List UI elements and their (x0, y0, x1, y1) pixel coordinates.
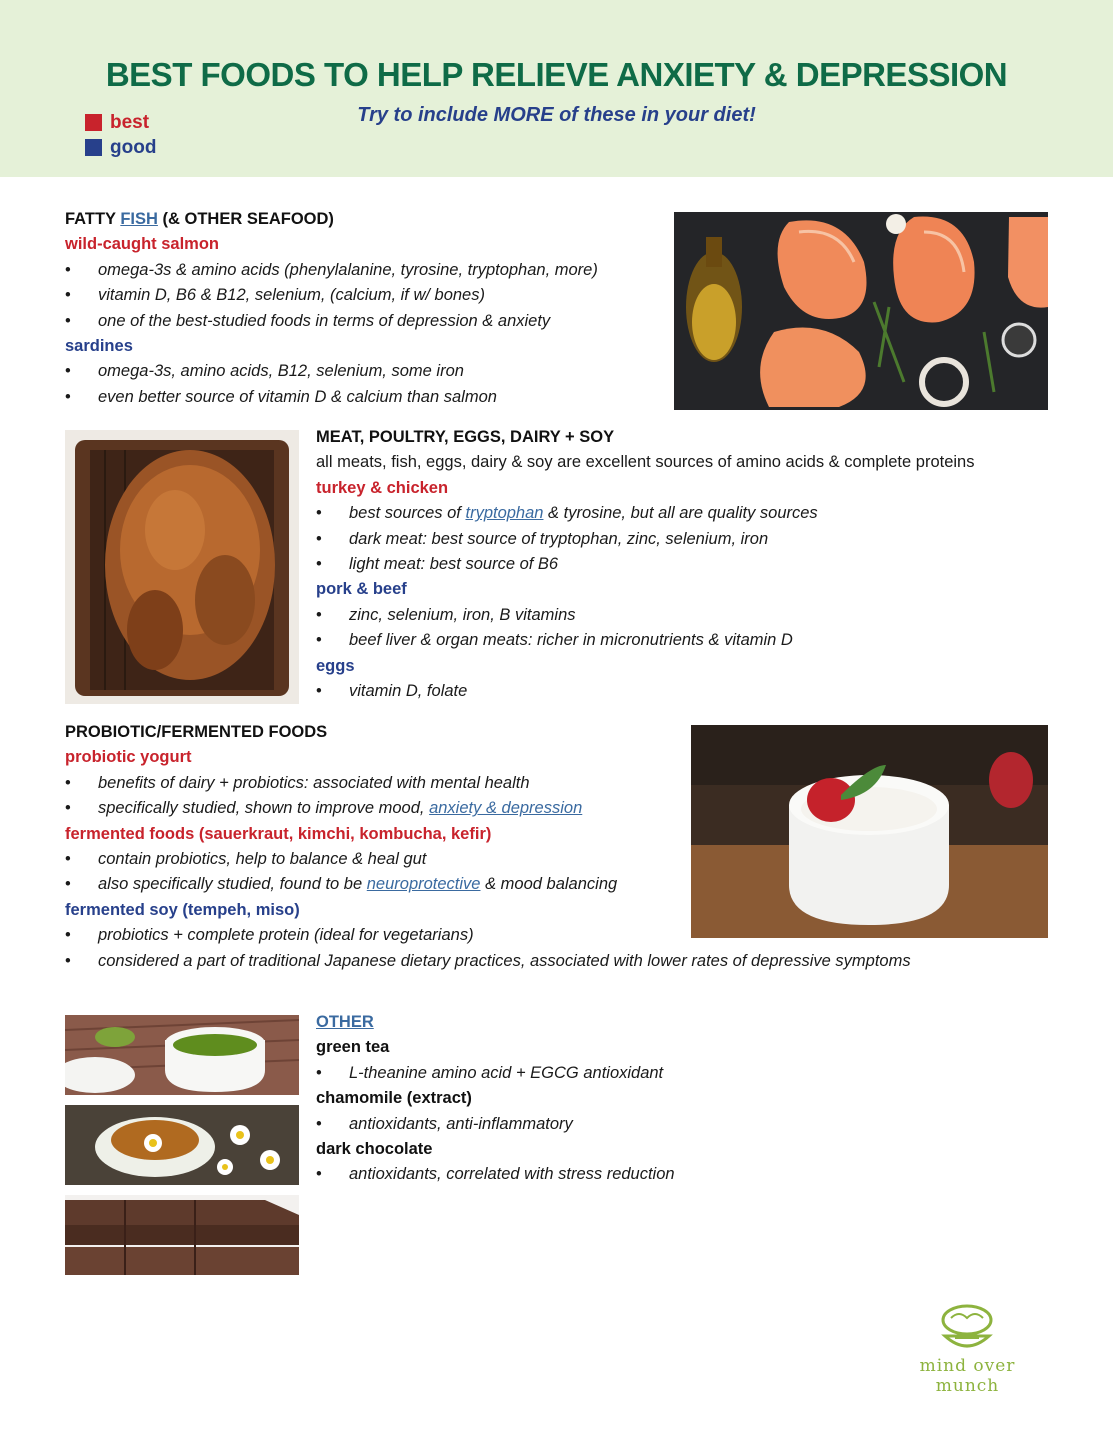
fish-section (65, 207, 675, 410)
bullet-text: best sources of (349, 504, 466, 523)
neuroprotective-link[interactable]: neuroprotective (366, 875, 481, 894)
bullet-text: even better source of vitamin D & calcium than salmon (98, 387, 497, 406)
header-banner (0, 0, 1113, 177)
green-tea-title: green tea (316, 1038, 390, 1057)
mind-over-munch-logo (885, 1300, 1050, 1396)
bullet-text: & mood balancing (480, 875, 618, 894)
other-link[interactable]: OTHER (316, 1013, 374, 1031)
list-item: • one of the best-studied foods in terms of depression & anxiety (65, 309, 675, 334)
legend-label-good: good (110, 136, 157, 158)
yogurt-photo (691, 725, 1048, 938)
page-subtitle: Try to include MORE of these in your diet! (357, 104, 756, 126)
list-item: • even better source of vitamin D & calcium than salmon (65, 385, 675, 410)
bullet-text: vitamin D, folate (349, 682, 468, 701)
list-item: • benefits of dairy + probiotics: associated with mental health (65, 771, 925, 796)
turkey-title: turkey & chicken (316, 478, 449, 497)
probiotic-heading: PROBIOTIC/FERMENTED FOODS (65, 723, 328, 741)
anxiety-depression-link[interactable]: anxiety & depression (429, 799, 583, 818)
salmon-title: wild-caught salmon (65, 235, 220, 254)
list-item: • vitamin D, B6 & B12, selenium, (calcium, if w/ bones) (65, 283, 675, 308)
bullet-text: light meat: best source of B6 (349, 555, 559, 574)
bullet-text: vitamin D, B6 & B12, selenium, (calcium, if w/ bones) (98, 286, 485, 305)
fish-heading-pre: FATTY (65, 210, 121, 228)
page-title: BEST FOODS TO HELP RELIEVE ANXIETY & DEPRESSION (105, 56, 1008, 93)
logo-text: mind over munch (919, 1356, 1016, 1396)
fermented-soy-title: fermented soy (tempeh, miso) (65, 900, 300, 919)
list-item: • omega-3s, amino acids, B12, selenium, some iron (65, 359, 675, 384)
list-item: • omega-3s & amino acids (phenylalanine, tyrosine, tryptophan, more) (65, 258, 675, 283)
legend-item-good (85, 135, 156, 160)
list-item: • also specifically studied, found to be neuroprotective & mood balancing (65, 875, 618, 894)
bullet-text: benefits of dairy + probiotics: associated with mental health (98, 773, 530, 792)
dark-chocolate-title: dark chocolate (316, 1140, 433, 1159)
legend-item-best (85, 110, 156, 135)
bullet-text: contain probiotics, help to balance & heal gut (98, 850, 427, 869)
sardines-title: sardines (65, 337, 133, 356)
bullet-text: probiotics + complete protein (ideal for vegetarians) (98, 926, 474, 945)
list-item: • best sources of tryptophan & tyrosine, but all are quality sources (316, 504, 818, 523)
chamomile-title: chamomile (extract) (316, 1089, 472, 1108)
bullet-text: L-theanine amino acid + EGCG antioxidant (349, 1063, 664, 1082)
bullet-text: omega-3s, amino acids, B12, selenium, some iron (98, 362, 464, 381)
salmon-photo (674, 212, 1048, 410)
other-section (316, 1010, 1016, 1188)
bullet-text: antioxidants, anti-inflammatory (349, 1114, 573, 1133)
meat-heading: MEAT, POULTRY, EGGS, DAIRY + SOY (316, 428, 615, 446)
yogurt-title: probiotic yogurt (65, 748, 192, 767)
roast-turkey-photo (65, 430, 299, 704)
list-item: • specifically studied, shown to improve mood, anxiety & depression (65, 799, 583, 818)
fermented-title: fermented foods (sauerkraut, kimchi, kombucha, kefir) (65, 824, 492, 843)
list-item: • light meat: best source of B6 (316, 552, 1056, 577)
list-item: • zinc, selenium, iron, B vitamins (316, 603, 1056, 628)
green-tea-photo (65, 1015, 299, 1095)
legend-label-best: best (110, 111, 150, 133)
fish-heading-post: (& OTHER SEAFOOD) (157, 210, 334, 228)
list-item: • vitamin D, folate (316, 679, 1056, 704)
bullet-text: omega-3s & amino acids (phenylalanine, tyrosine, tryptophan, more) (98, 260, 598, 279)
fish-link[interactable]: FISH (120, 210, 158, 228)
brain-icon (885, 1300, 1050, 1356)
pork-title: pork & beef (316, 580, 407, 599)
meat-intro: all meats, fish, eggs, dairy & soy are excellent sources of amino acids & complete proteins (316, 453, 975, 472)
bullet-text: also specifically studied, found to be (98, 875, 367, 894)
legend-swatch-best (85, 114, 102, 131)
list-item: • beef liver & organ meats: richer in micronutrients & vitamin D (316, 628, 1056, 653)
legend-swatch-good (85, 139, 102, 156)
list-item: • dark meat: best source of tryptophan, zinc, selenium, iron (316, 527, 1056, 552)
list-item: • L-theanine amino acid + EGCG antioxidant (316, 1061, 1016, 1086)
bullet-text: considered a part of traditional Japanese dietary practices, associated with lower rates of depressive symptoms (98, 951, 911, 970)
fish-heading (65, 207, 675, 232)
legend (85, 110, 156, 160)
list-item: • contain probiotics, help to balance & heal gut (65, 847, 925, 872)
dark-chocolate-photo (65, 1195, 299, 1275)
tryptophan-link[interactable]: tryptophan (465, 504, 544, 523)
chamomile-tea-photo (65, 1105, 299, 1185)
bullet-text: dark meat: best source of tryptophan, zinc, selenium, iron (349, 529, 769, 548)
bullet-text: antioxidants, correlated with stress reduction (349, 1165, 675, 1184)
meat-section (316, 425, 1056, 704)
list-item: • antioxidants, anti-inflammatory (316, 1112, 1016, 1137)
bullet-text: & tyrosine, but all are quality sources (543, 504, 818, 523)
bullet-text: zinc, selenium, iron, B vitamins (349, 605, 576, 624)
bullet-text: one of the best-studied foods in terms of depression & anxiety (98, 311, 551, 330)
bullet-text: beef liver & organ meats: richer in micronutrients & vitamin D (349, 631, 793, 650)
bullet-text: specifically studied, shown to improve mood, (98, 799, 430, 818)
list-item: • considered a part of traditional Japanese dietary practices, associated with lower rates of depressive symptoms (65, 949, 925, 974)
list-item: • antioxidants, correlated with stress reduction (316, 1162, 1016, 1187)
list-item: • probiotics + complete protein (ideal for vegetarians) (65, 923, 925, 948)
eggs-title: eggs (316, 656, 355, 675)
